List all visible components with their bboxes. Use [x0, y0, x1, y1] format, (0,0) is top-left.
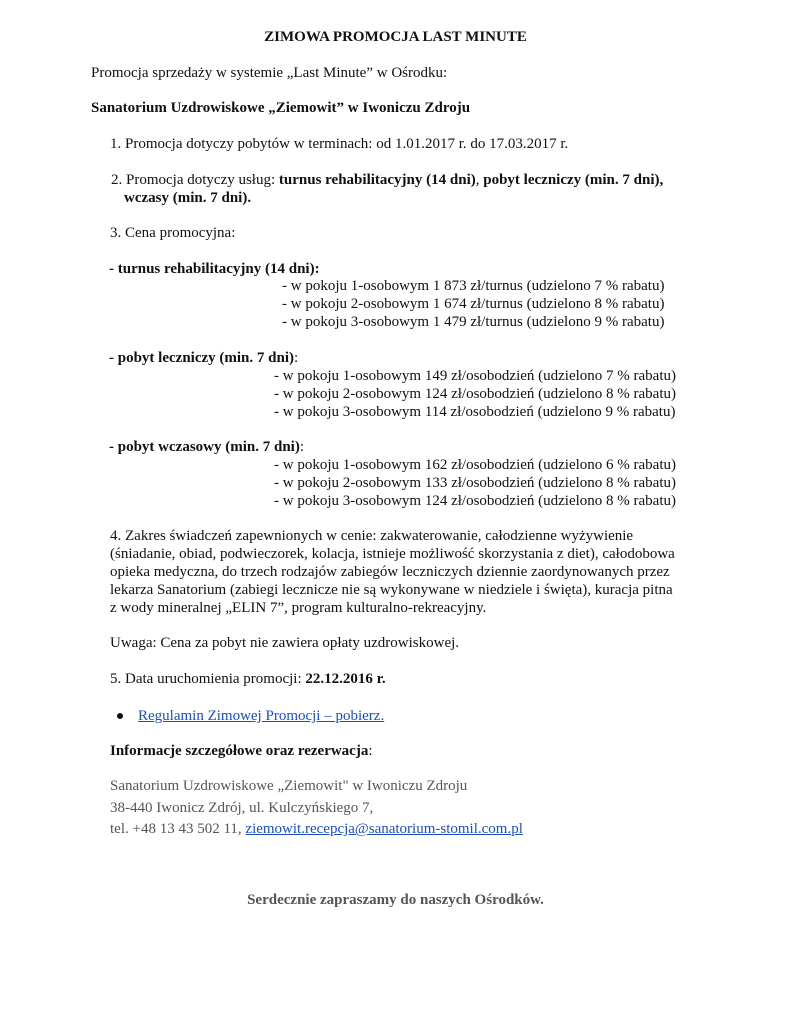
price-row: - w pokoju 3-osobowym 1 479 zł/turnus (udzielono 9 % rabatu) [282, 314, 665, 330]
contact-address: 38-440 Iwonicz Zdrój, ul. Kulczyńskiego 7, [110, 800, 374, 816]
section-holiday-heading [109, 438, 304, 456]
section-medical-title: - pobyt leczniczy (min. 7 dni) [109, 350, 294, 366]
price-row: - w pokoju 2-osobowym 124 zł/osobodzień (udzielono 8 % rabatu) [274, 386, 677, 402]
point-5-label: 5. Data uruchomienia promocji: [110, 671, 306, 687]
info-heading [110, 742, 373, 760]
section-medical-heading [109, 349, 298, 367]
contact-name: Sanatorium Uzdrowiskowe „Ziemowit" w Iwoniczu Zdroju [110, 778, 468, 794]
point-2-service-1: turnus rehabilitacyjny (14 dni) [278, 172, 476, 188]
bullet-icon [117, 713, 123, 719]
contact-email-link[interactable]: ziemowit.recepcja@sanatorium-stomil.com.pl [245, 821, 523, 837]
contact-phone-line [110, 820, 523, 838]
section-medical-colon: : [294, 350, 299, 366]
point-4-line: (śniadanie, obiad, podwieczorek, kolacja, istnieje możliwość skorzystania z diet), całodobowa [110, 546, 675, 562]
facility-name: Sanatorium Uzdrowiskowe „Ziemowit” w Iwoniczu Zdroju [91, 100, 471, 116]
price-row: - w pokoju 1-osobowym 149 zł/osobodzień (udzielono 7 % rabatu) [274, 368, 677, 384]
point-4-line: opieka medyczna, do trzech rodzajów zabiegów leczniczych dziennie zaordynowanych przez [110, 564, 670, 580]
point-2-service-2: pobyt leczniczy (min. 7 dni), [483, 172, 664, 188]
point-2 [111, 171, 663, 189]
launch-date: 22.12.2016 r. [305, 671, 386, 687]
section-rehab-heading [109, 260, 320, 278]
closing-text: Serdecznie zapraszamy do naszych Ośrodków. [247, 892, 544, 908]
price-row: - w pokoju 3-osobowym 114 zł/osobodzień (udzielono 9 % rabatu) [274, 404, 676, 420]
price-row: - w pokoju 2-osobowym 1 674 zł/turnus (udzielono 8 % rabatu) [282, 296, 665, 312]
intro-text: Promocja sprzedaży w systemie „Last Minute” w Ośrodku: [91, 65, 448, 81]
page-title: ZIMOWA PROMOCJA LAST MINUTE [264, 29, 527, 45]
section-holiday-title: - pobyt wczasowy (min. 7 dni) [109, 439, 300, 455]
price-row: - w pokoju 1-osobowym 1 873 zł/turnus (udzielono 7 % rabatu) [282, 278, 665, 294]
section-holiday-colon: : [299, 439, 305, 455]
info-heading-title: Informacje szczegółowe oraz rezerwacja [110, 743, 369, 759]
price-row: - w pokoju 3-osobowym 124 zł/osobodzień (udzielono 8 % rabatu) [274, 493, 677, 509]
price-row: - w pokoju 1-osobowym 162 zł/osobodzień (udzielono 6 % rabatu) [274, 457, 677, 473]
price-row: - w pokoju 2-osobowym 133 zł/osobodzień (udzielono 8 % rabatu) [274, 475, 677, 491]
info-heading-colon: : [368, 743, 373, 759]
point-2-prefix: 2. Promocja dotyczy usług: [111, 172, 279, 188]
regulations-download-link[interactable]: Regulamin Zimowej Promocji – pobierz. [138, 708, 385, 724]
point-5 [110, 670, 386, 688]
point-4-line: 4. Zakres świadczeń zapewnionych w cenie: zakwaterowanie, całodzienne wyżywienie [110, 528, 634, 544]
point-1: 1. Promocja dotyczy pobytów w terminach: od 1.01.2017 r. do 17.03.2017 r. [110, 136, 569, 152]
contact-phone: tel. +48 13 43 502 11, [110, 821, 246, 837]
point-3: 3. Cena promocyjna: [110, 225, 236, 241]
point-4-line: z wody mineralnej „ELIN 7”, program kulturalno-rekreacyjny. [110, 600, 487, 616]
section-rehab-title: - turnus rehabilitacyjny (14 dni): [109, 261, 320, 277]
point-4-line: lekarza Sanatorium (zabiegi lecznicze nie są wykonywane w niedziele i święta), kuracja pitna [110, 582, 673, 598]
point-2-separator: , [475, 172, 484, 188]
fee-note: Uwaga: Cena za pobyt nie zawiera opłaty uzdrowiskowej. [110, 635, 460, 651]
point-2-service-3: wczasy (min. 7 dni). [124, 190, 252, 206]
